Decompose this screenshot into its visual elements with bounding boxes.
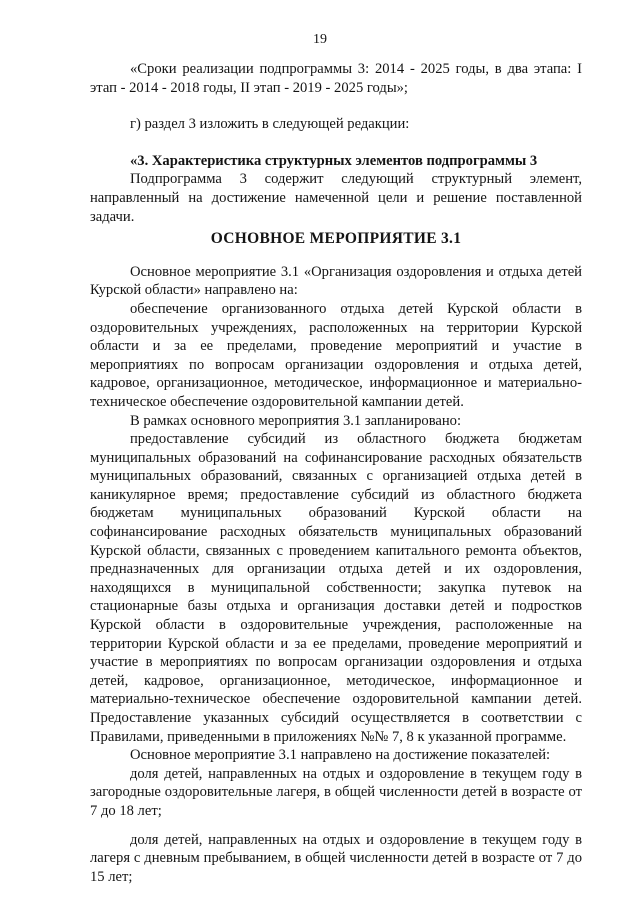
section-heading: «3. Характеристика структурных элементов подпрограммы 3 <box>130 152 538 169</box>
paragraph-indicators-intro: Основное мероприятие 3.1 направлено на достижение показателей: <box>130 747 551 764</box>
page-number: 19 <box>313 32 327 47</box>
main-activity-title: ОСНОВНОЕ МЕРОПРИЯТИЕ 3.1 <box>210 230 462 248</box>
paragraph-subsidies: предоставление субсидий из областного бюджета бюджетам муниципальных образований на софинансирование расходных обязательств муниципальных образований, связанных с организацией отдыха детей в каникулярное время; предоставление субсидий из областного бюджета бюджетам муниципальных образований Курской области на софинансирование расходных обязательств муниципальных образований Курской области, связанных с проведением капитального ремонта объектов, предназначенных для организации отдыха детей и их оздоровления, находящихся в муниципальной собственности; закупка путевок на стационарные базы отдыха и организация доставки детей и подростков Курской области в оздоровительные учреждения, расположенные на территории Курской области и за ее пределами, проведение мероприятий и участие в мероприятиях по вопросам организации оздоровления и отдыха детей, кадровое, организационное, методическое, информационное и материально-техническое обеспечение оздоровительной кампании детей. Предоставление указанных субсидий осуществляется в соответствии с Правилами, приведенными в приложениях №№ 7, 8 к указанной программе. <box>90 431 582 745</box>
paragraph-subprogram-contents: Подпрограмма 3 содержит следующий структурный элемент, направленный на достижение намеченной цели и решение поставленной задачи. <box>90 171 582 225</box>
paragraph-recreation-provision: обеспечение организованного отдыха детей Курской области в оздоровительных учреждениях, расположенных на территории Курской области и за ее пределами, проведение мероприятий и участие в мероприятиях по вопросам организации оздоровления и отдыха детей, кадровое, организационное, методическое, информационное и материально-техническое обеспечение оздоровительной кампании детей. <box>90 300 582 410</box>
document-body <box>90 60 582 886</box>
paragraph-planned-intro: В рамках основного мероприятия 3.1 запланировано: <box>130 412 462 429</box>
paragraph-main-activity-intro: Основное мероприятие 3.1 «Организация оздоровления и отдыха детей Курской области» направлено на: <box>90 263 582 299</box>
paragraph-indicator-country-camps: доля детей, направленных на отдых и оздоровление в текущем году в загородные оздоровительные лагеря, в общей численности детей в возрасте от 7 до 18 лет; <box>90 765 582 819</box>
paragraph-indicator-day-camps: доля детей, направленных на отдых и оздоровление в текущем году в лагеря с дневным пребыванием, в общей численности детей в возрасте от 7 до 15 лет; <box>90 831 582 885</box>
paragraph-implementation-terms: «Сроки реализации подпрограммы 3: 2014 - 2025 годы, в два этапа: I этап - 2014 - 2018 годы, II этап - 2019 - 2025 годы»; <box>90 61 582 96</box>
paragraph-section-instruction: г) раздел 3 изложить в следующей редакции: <box>130 116 410 133</box>
